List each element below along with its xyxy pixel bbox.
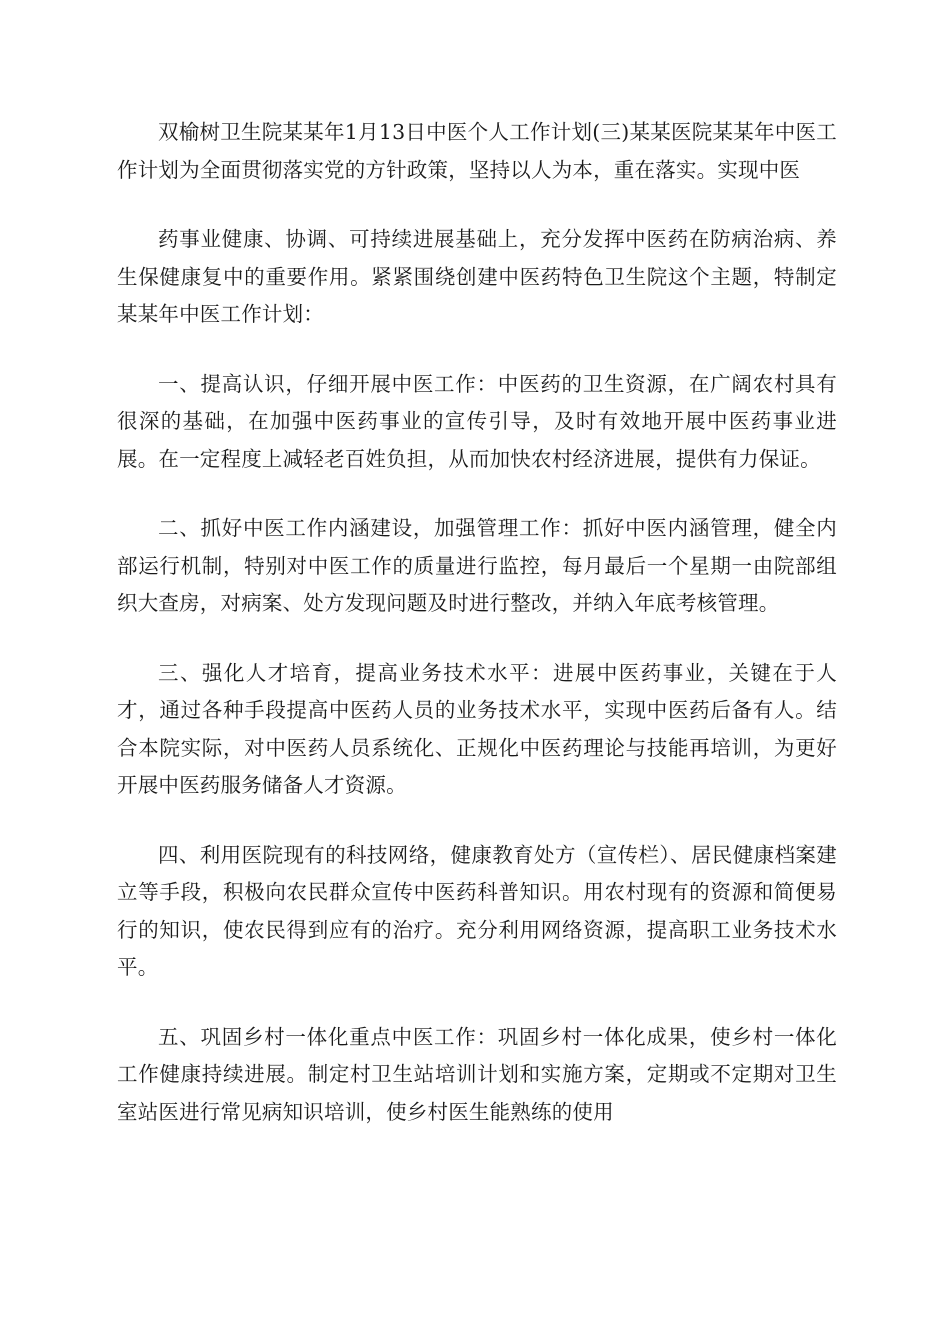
paragraph-section-4: 四、利用医院现有的科技网络，健康教育处方（宣传栏）、居民健康档案建立等手段，积极向农民群众宣传中医药科普知识。用农村现有的资源和简便易行的知识，使农民得到应有的治疗。充分利用网络资源，提高职工业务技术水平。 [117, 842, 837, 979]
paragraph-section-3: 三、强化人才培育，提高业务技术水平：进展中医药事业，关键在于人才，通过各种手段提高中医药人员的业务技术水平，实现中医药后备有人。结合本院实际，对中医药人员系统化、正规化中医药理论与技能再培训，为更好开展中医药服务储备人才资源。 [117, 660, 837, 797]
paragraph-section-5: 五、巩固乡村一体化重点中医工作：巩固乡村一体化成果，使乡村一体化工作健康持续进展。制定村卫生站培训计划和实施方案，定期或不定期对卫生室站医进行常见病知识培训，使乡村医生能熟练的使用 [117, 1024, 837, 1124]
paragraph-section-1: 一、提高认识，仔细开展中医工作：中医药的卫生资源，在广阔农村具有很深的基础，在加强中医药事业的宣传引导，及时有效地开展中医药事业进展。在一定程度上减轻老百姓负担，从而加快农村经济进展，提供有力保证。 [117, 371, 837, 471]
document-body [117, 114, 837, 1163]
paragraph-purpose: 药事业健康、协调、可持续进展基础上，充分发挥中医药在防病治病、养生保健康复中的重要作用。紧紧围绕创建中医药特色卫生院这个主题，特制定某某年中医工作计划： [117, 227, 837, 326]
paragraph-section-2: 二、抓好中医工作内涵建设，加强管理工作：抓好中医内涵管理，健全内部运行机制，特别对中医工作的质量进行监控，每月最后一个星期一由院部组织大查房，对病案、处方发现问题及时进行整改，并纳入年底考核管理。 [117, 516, 837, 615]
paragraph-intro: 双榆树卫生院某某年1月13日中医个人工作计划(三)某某医院某某年中医工作计划为全面贯彻落实党的方针政策，坚持以人为本，重在落实。实现中医 [117, 120, 837, 182]
